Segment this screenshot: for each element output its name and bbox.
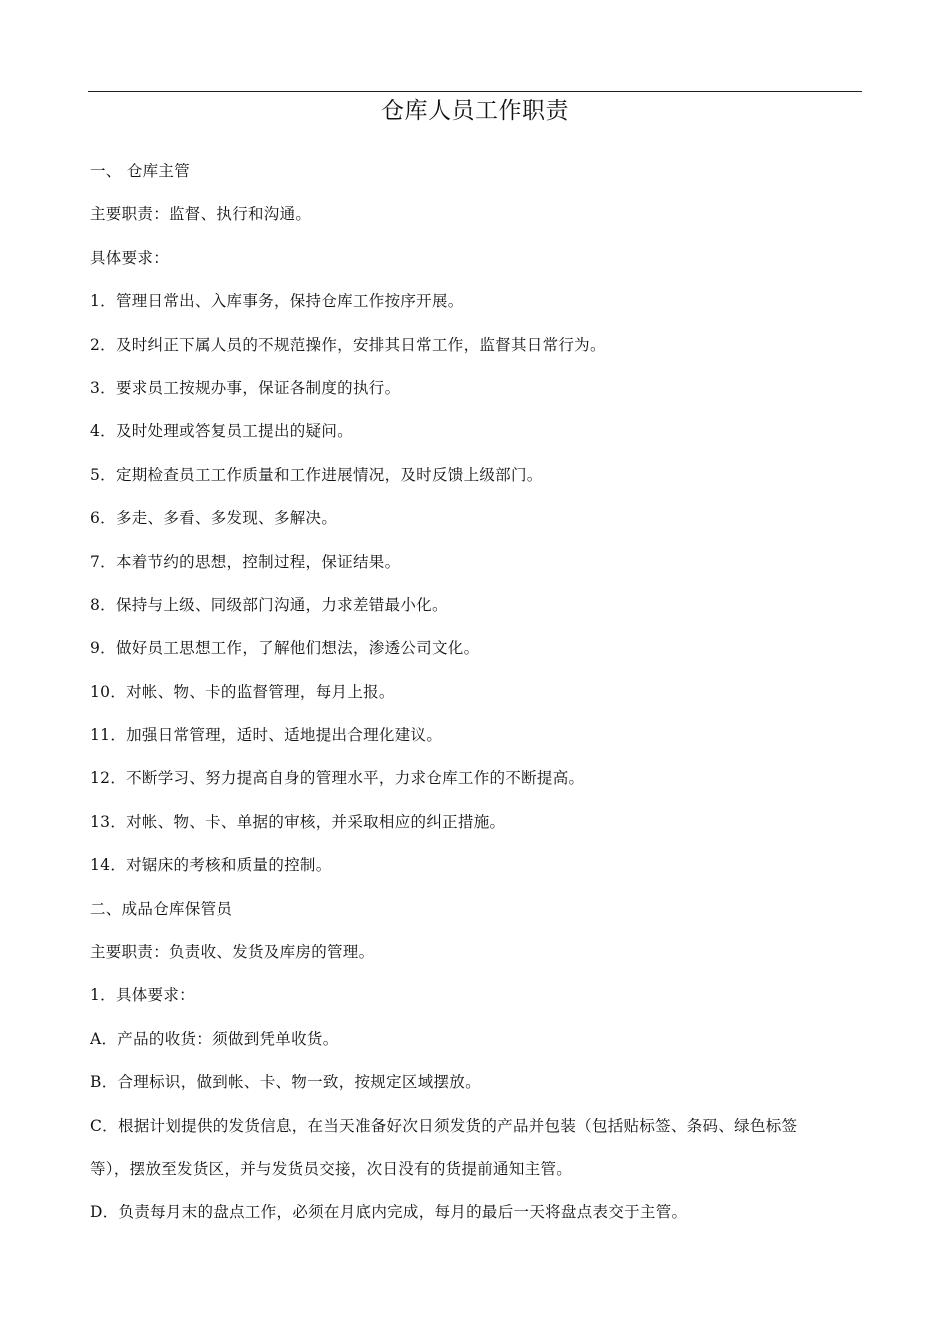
list-item: 3．要求员工按规办事，保证各制度的执行。 (90, 378, 401, 397)
section-heading-warehouse-supervisor: 一、 仓库主管 (90, 162, 191, 180)
document-title: 仓库人员工作职责 (381, 98, 569, 124)
header-rule (88, 91, 862, 92)
list-item: 8．保持与上级、同级部门沟通，力求差错最小化。 (90, 595, 448, 614)
list-item: 1．管理日常出、入库事务，保持仓库工作按序开展。 (90, 292, 464, 311)
main-duties: 主要职责：负责收、发货及库房的管理。 (90, 943, 375, 962)
list-item: 10．对帐、物、卡的监督管理，每月上报。 (90, 682, 395, 701)
list-item-continuation: 等），摆放至发货区，并与发货员交接，次日没有的货提前通知主管。 (90, 1159, 573, 1178)
list-item: 12．不断学习、努力提高自身的管理水平，力求仓库工作的不断提高。 (90, 769, 585, 788)
list-item: C．根据计划提供的发货信息，在当天准备好次日须发货的产品并包装（包括贴标签、条码、绿色标签 (90, 1116, 798, 1135)
section-heading-finished-goods-keeper: 二、成品仓库保管员 (90, 899, 233, 918)
list-item: 9．做好员工思想工作，了解他们想法，渗透公司文化。 (90, 639, 480, 658)
document-body (90, 150, 865, 1235)
main-duties: 主要职责：监督、执行和沟通。 (90, 205, 312, 224)
list-item: 4．及时处理或答复员工提出的疑问。 (90, 422, 353, 441)
list-item: 7．本着节约的思想，控制过程，保证结果。 (90, 552, 401, 571)
list-item: 2．及时纠正下属人员的不规范操作，安排其日常工作，监督其日常行为。 (90, 335, 606, 354)
list-item: A．产品的收货：须做到凭单收货。 (90, 1029, 339, 1048)
list-item: D．负责每月末的盘点工作，必须在月底内完成，每月的最后一天将盘点表交于主管。 (90, 1203, 688, 1222)
list-item: 6．多走、多看、多发现、多解决。 (90, 509, 338, 528)
list-item: 14．对锯床的考核和质量的控制。 (90, 856, 332, 875)
list-item: 5．定期检查员工工作质量和工作进展情况，及时反馈上级部门。 (90, 465, 543, 484)
requirements-heading: 具体要求： (90, 248, 170, 267)
requirements-heading: 1．具体要求： (90, 986, 195, 1005)
list-item: 13．对帐、物、卡、单据的审核，并采取相应的纠正措施。 (90, 812, 506, 831)
list-item: B．合理标识，做到帐、卡、物一致，按规定区域摆放。 (90, 1073, 481, 1092)
list-item: 11．加强日常管理，适时、适地提出合理化建议。 (90, 726, 443, 745)
